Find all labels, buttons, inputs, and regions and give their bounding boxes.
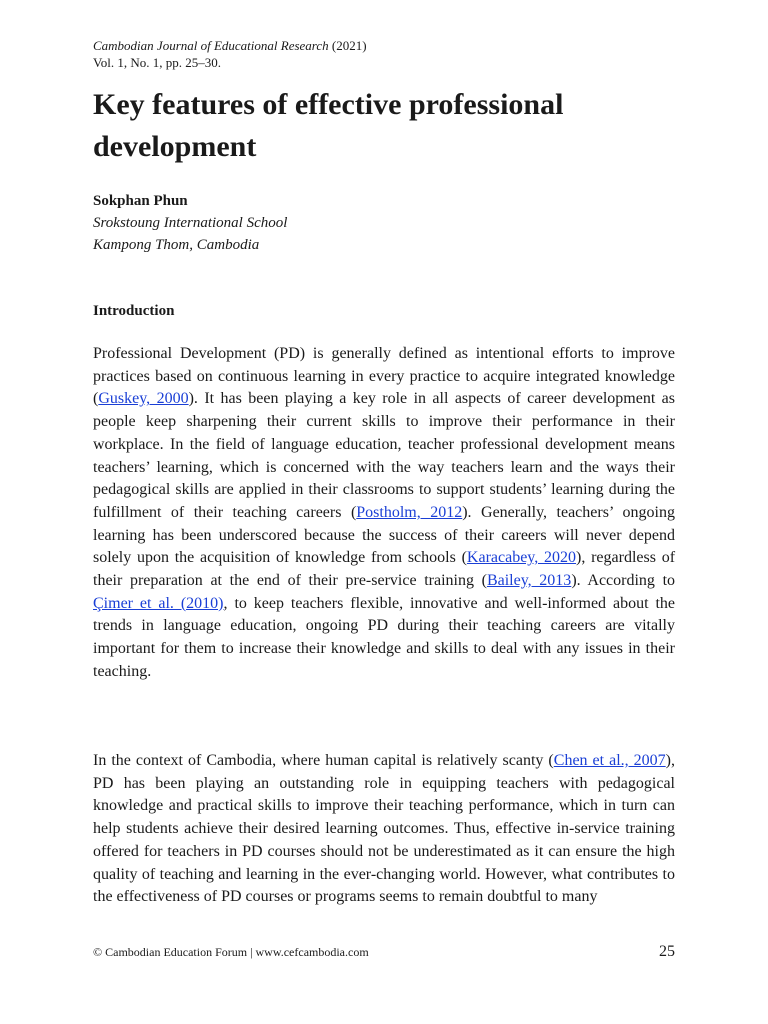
- paragraph-text: , to keep teachers flexible, innovative and well-informed about the trends in language education, ongoing PD during their teaching careers are vitally important for them to increase their knowledge and skills to deal with any issues in their teaching.: [93, 594, 675, 680]
- article-title: Key features of effective professional development: [93, 88, 564, 163]
- paragraph-text: Professional Development (PD) is generally defined as intentional efforts to improve practices based on continuous learning in every practice to acquire integrated knowledge (: [93, 345, 675, 408]
- section-heading-introduction: Introduction: [93, 303, 175, 319]
- paragraph-text: In the context of Cambodia, where human capital is relatively scanty (: [93, 752, 554, 769]
- paragraph-text: ). Generally, teachers’ ongoing learning has been underscored because the success of their careers will never depend solely upon the acquisition of knowledge from schools (: [93, 503, 676, 567]
- author-block: [93, 190, 287, 256]
- paragraph-1: [93, 343, 675, 684]
- journal-name: Cambodian Journal of Educational Research: [93, 38, 329, 53]
- page-footer: [93, 943, 675, 961]
- citation-link-guskey[interactable]: Guskey, 2000: [98, 390, 189, 408]
- citation-link-karacabey[interactable]: Karacabey, 2020: [466, 549, 577, 567]
- citation-link-cimer[interactable]: Çimer et al. (2010): [93, 594, 224, 612]
- author-affiliation-school: Srokstoung International School: [93, 215, 288, 231]
- paragraph-text: ). It has been playing a key role in all aspects of career development as people keep sharpening their current skills to improve their performance in their workplace. In the field of language education, teacher professional development means teachers’ learning, which is concerned with the way teachers learn and the ways their pedagogical skills are applied in their classrooms to support students’ learning during the fulfillment of their teaching careers (: [93, 390, 676, 521]
- paragraph-2: [93, 750, 675, 909]
- citation-link-chen[interactable]: Chen et al., 2007: [553, 752, 666, 769]
- citation-link-postholm[interactable]: Postholm, 2012: [356, 503, 463, 521]
- volume-line: Vol. 1, No. 1, pp. 25–30.: [93, 55, 221, 70]
- journal-year: (2021): [331, 38, 367, 53]
- author-name: Sokphan Phun: [93, 193, 188, 209]
- journal-citation-line: [93, 37, 367, 54]
- paragraph-text: ), PD has been playing an outstanding role in equipping teachers with pedagogical knowledge and practical skills to improve their teaching performance, which in turn can help students achieve their desired learning outcomes. Thus, effective in-service training offered for teachers in PD courses should not be underestimated as it can ensure the high quality of teaching and learning in the ever-changing world. However, what contributes to the effectiveness of PD courses or programs seems to remain doubtful to many: [93, 752, 675, 906]
- page-number: 25: [659, 943, 675, 960]
- document-page: [93, 0, 675, 1024]
- citation-link-bailey[interactable]: Bailey, 2013: [486, 572, 572, 590]
- footer-credit: © Cambodian Education Forum | www.cefcambodia.com: [93, 945, 369, 959]
- paragraph-text: ). According to: [571, 572, 676, 590]
- paragraph-text: ), regardless of their preparation at the end of their pre-service training (: [93, 549, 676, 590]
- author-affiliation-location: Kampong Thom, Cambodia: [93, 237, 260, 253]
- journal-header: [93, 37, 367, 71]
